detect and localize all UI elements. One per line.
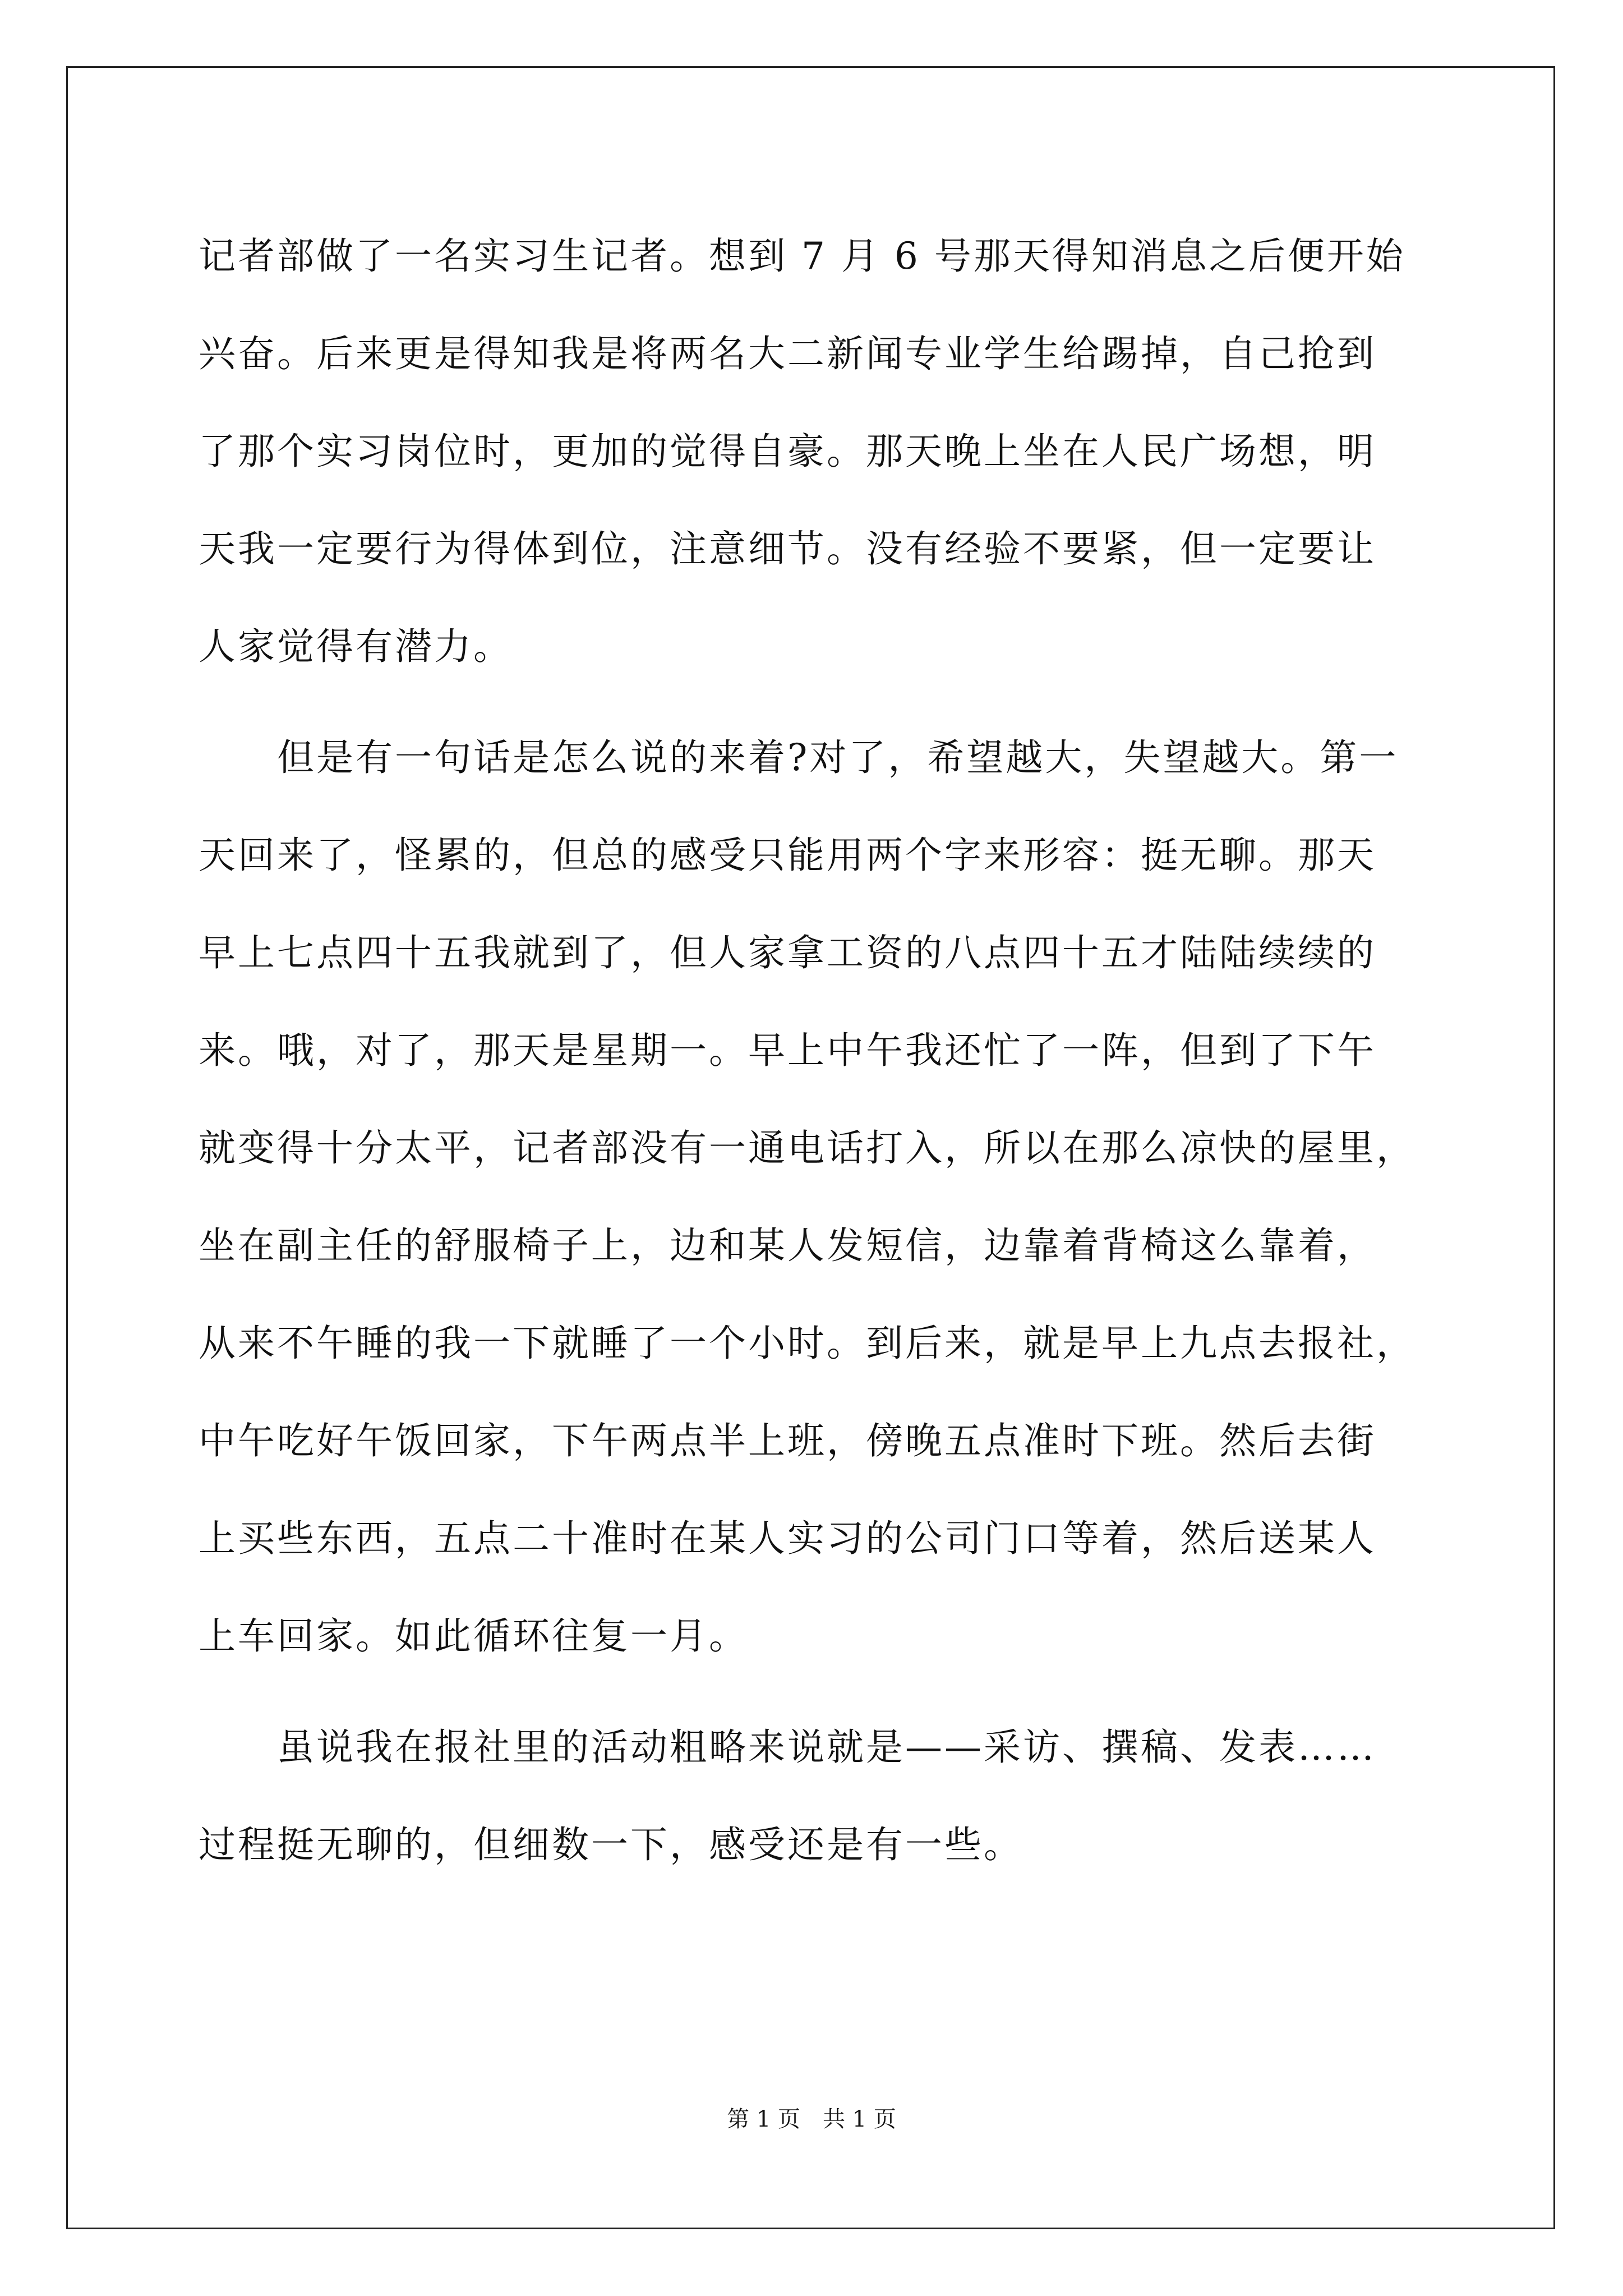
text-line: 来。哦，对了，那天是星期一。早上中午我还忙了一阵，但到了下午 <box>199 1029 1376 1072</box>
text-line: 早上七点四十五我就到了，但人家拿工资的八点四十五才陆陆续续的 <box>199 931 1376 974</box>
text-line: 上车回家。如此循环往复一月。 <box>199 1614 748 1658</box>
document-body <box>199 208 1455 1894</box>
text-line: 上买些东西，五点二十准时在某人实习的公司门口等着，然后送某人 <box>199 1517 1376 1560</box>
text-line: 人家觉得有潜力。 <box>199 625 513 668</box>
text-line: 天我一定要行为得体到位，注意细节。没有经验不要紧，但一定要让 <box>199 527 1376 570</box>
text-line: 兴奋。后来更是得知我是将两名大二新闻专业学生给踢掉，自己抢到 <box>199 332 1376 375</box>
page-footer: 第 1 页 共 1 页 <box>727 2106 896 2132</box>
paragraph <box>199 1699 1455 1894</box>
text-line: 从来不午睡的我一下就睡了一个小时。到后来，就是早上九点去报社， <box>199 1322 1415 1365</box>
text-line: 了那个实习岗位时，更加的觉得自豪。那天晚上坐在人民广场想，明 <box>199 430 1376 473</box>
paragraph <box>199 208 1455 696</box>
text-line: 记者部做了一名实习生记者。想到 7 月 6 号那天得知消息之后便开始 <box>199 234 1405 278</box>
text-line: 但是有一句话是怎么说的来着?对了，希望越大，失望越大。第一 <box>199 736 1399 779</box>
text-line: 坐在副主任的舒服椅子上，边和某人发短信，边靠着背椅这么靠着， <box>199 1224 1376 1267</box>
text-line: 虽说我在报社里的活动粗略来说就是——采访、撰稿、发表…… <box>199 1726 1376 1769</box>
text-line: 就变得十分太平，记者部没有一通电话打入，所以在那么凉快的屋里， <box>199 1126 1415 1170</box>
text-line: 过程挺无聊的，但细数一下，感受还是有一些。 <box>199 1823 1023 1866</box>
text-line: 天回来了，怪累的，但总的感受只能用两个字来形容：挺无聊。那天 <box>199 834 1376 877</box>
text-line: 中午吃好午饭回家，下午两点半上班，傍晚五点准时下班。然后去街 <box>199 1419 1376 1462</box>
paragraph <box>199 709 1455 1685</box>
